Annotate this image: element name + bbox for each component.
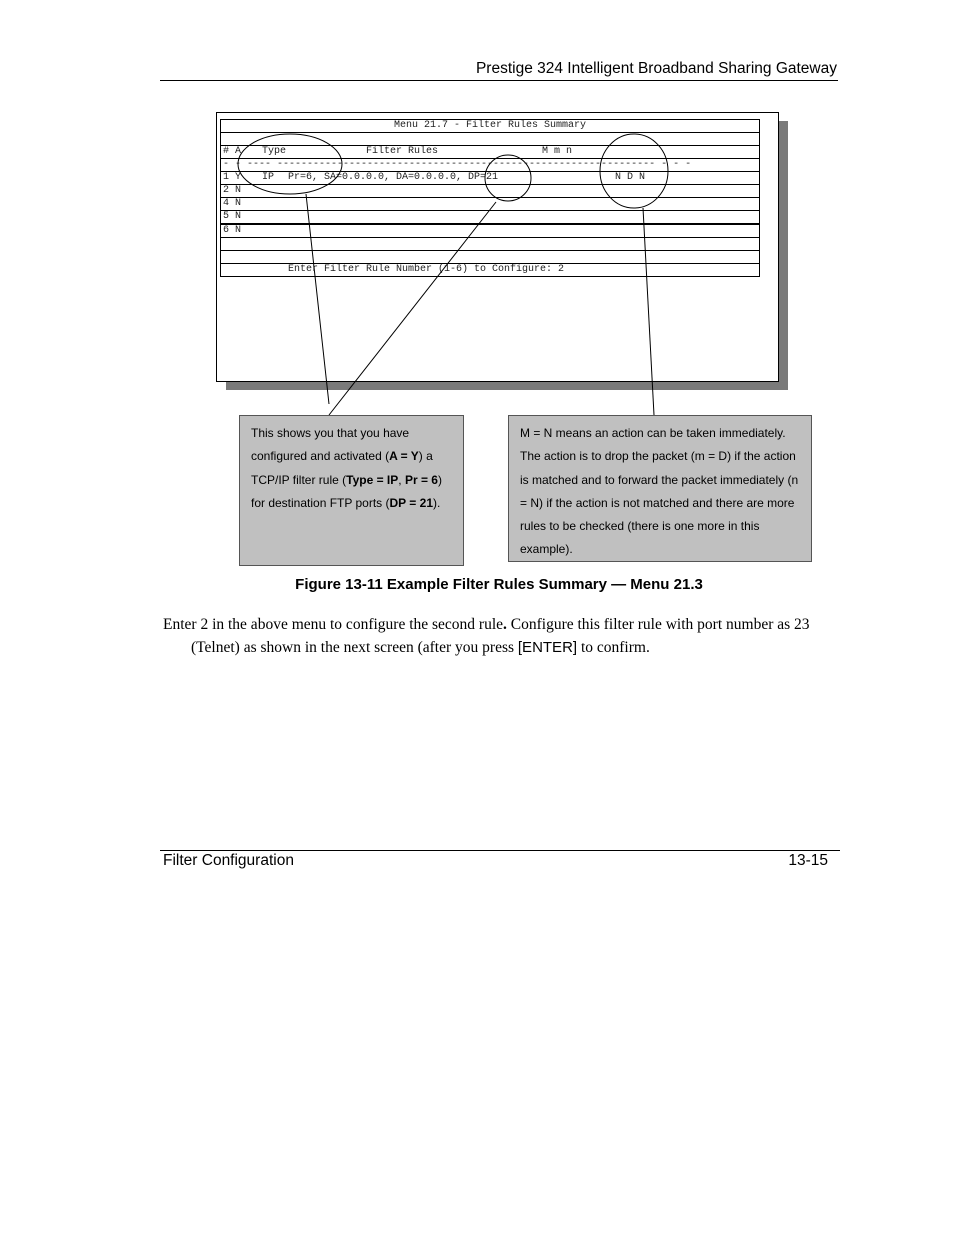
highlight-circle-type <box>238 134 342 194</box>
rule-type: IP <box>262 172 275 183</box>
callout-right <box>508 415 812 562</box>
pointer-line-mmn <box>643 208 654 415</box>
page-header-title: Prestige 324 Intelligent Broadband Sharing Gateway <box>475 60 837 77</box>
highlight-circle-dp <box>485 155 531 201</box>
callout-right-text: M = N means an action can be taken immediately. The action is to drop the packet (m = D) if the action is matched and to forward the packet immediately (n = N) if the action is not matched and there are more rules to be checked (there is one more in this example). <box>520 426 799 557</box>
footer-section-title: Filter Configuration <box>163 852 294 869</box>
col-num-active-header: # A <box>223 146 242 157</box>
rule-num-active: 1 Y <box>223 172 242 183</box>
footer-rule <box>160 850 840 851</box>
rule-num-active: 2 N <box>223 185 242 196</box>
separator-line: - - ---- --------------------------------------------------------------- - - - <box>223 159 692 170</box>
body-paragraph: Enter 2 in the above menu to configure the second rule. Configure this filter rule with port number as 23 (Telnet) as shown in the next screen (after you press [ENTER] to confirm. <box>163 616 810 656</box>
highlight-circle-mmn <box>600 134 668 208</box>
pointer-line-dp <box>329 202 496 415</box>
rule-filter: Pr=6, SA=0.0.0.0, DA=0.0.0.0, DP=21 <box>288 172 499 183</box>
screen-title: Menu 21.7 - Filter Rules Summary <box>393 120 587 131</box>
col-type-header: Type <box>262 146 287 157</box>
screen-prompt: Enter Filter Rule Number (1-6) to Configure: 2 <box>288 264 565 275</box>
footer-page-number: 13-15 <box>788 852 828 869</box>
rule-num-active: 4 N <box>223 198 242 209</box>
enter-key-label: [ENTER] <box>517 639 578 656</box>
callout-left-text: This shows you that you have configured and activated (A = Y) a TCP/IP filter rule (Type = IP, Pr = 6) for destination FTP ports (DP = 21). <box>251 426 442 510</box>
col-rules-header: Filter Rules <box>366 146 439 157</box>
figure-caption: Figure 13-11 Example Filter Rules Summary — Menu 21.3 <box>295 576 703 593</box>
rule-num-active: 5 N <box>223 211 242 222</box>
callout-left <box>239 415 464 566</box>
rule-mmn: N D N <box>615 172 646 183</box>
rule-num-active: 6 N <box>223 225 242 236</box>
col-mmn-header: M m n <box>542 146 573 157</box>
pointer-line-type <box>306 194 329 404</box>
